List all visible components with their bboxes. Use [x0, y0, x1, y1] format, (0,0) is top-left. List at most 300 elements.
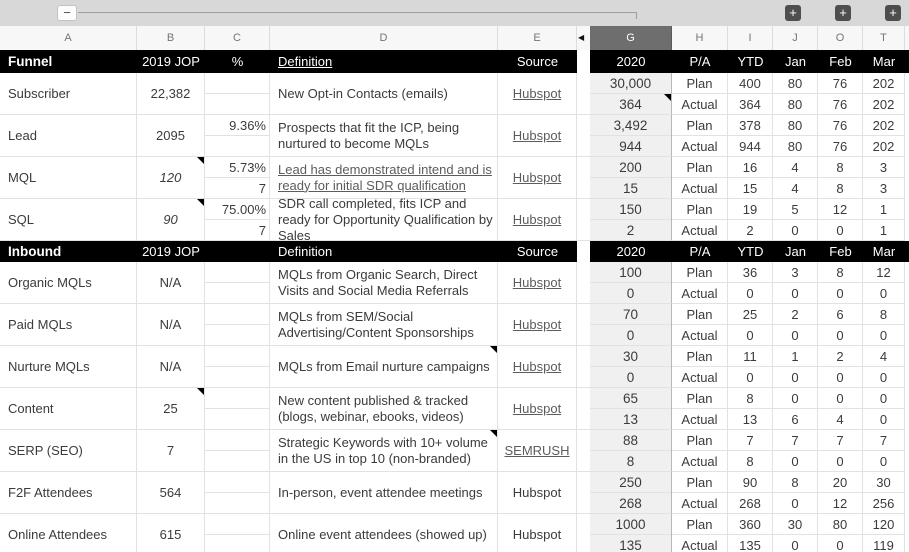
pct-bottom-subcell[interactable]	[205, 450, 269, 471]
source-cell[interactable]	[498, 199, 577, 241]
actual-subcell[interactable]: 80	[773, 93, 817, 114]
row-label-cell[interactable]: Paid MQLs	[0, 304, 137, 346]
definition-cell[interactable]	[270, 346, 498, 388]
definition-cell[interactable]	[270, 73, 498, 115]
ytd-cell[interactable]	[728, 304, 773, 346]
actual-label-subcell[interactable]: Actual	[672, 324, 727, 345]
year-total-cell[interactable]	[590, 346, 672, 388]
definition-cell[interactable]	[270, 195, 498, 243]
definition-cell[interactable]	[270, 472, 498, 514]
actual-subcell[interactable]: 2	[728, 219, 772, 240]
definition-link[interactable]: Lead has demonstrated intend and is ready for initial SDR qualification	[278, 161, 492, 193]
ytd-cell[interactable]	[728, 73, 773, 115]
jan-cell[interactable]	[773, 430, 818, 472]
year-total-cell[interactable]	[590, 388, 672, 430]
plan-subcell[interactable]: 20	[832, 474, 848, 490]
pct-top-subcell[interactable]	[205, 304, 269, 324]
ytd-cell[interactable]	[728, 157, 773, 199]
plan-subcell[interactable]: 19	[742, 201, 758, 217]
actual-label-subcell[interactable]: Actual	[672, 282, 727, 303]
pct-bottom-subcell[interactable]	[205, 366, 269, 387]
actual-subcell[interactable]: 0	[818, 450, 862, 471]
plan-label-subcell[interactable]: Plan	[686, 117, 713, 133]
pa-cell[interactable]	[672, 388, 728, 430]
definition-cell[interactable]	[270, 388, 498, 430]
pct-cell[interactable]	[205, 304, 270, 346]
jop-value-cell[interactable]	[137, 199, 205, 241]
source-cell[interactable]	[498, 514, 577, 552]
pct-cell[interactable]	[205, 388, 270, 430]
plan-subcell[interactable]: 6	[836, 306, 844, 322]
source-cell[interactable]	[498, 346, 577, 388]
actual-subcell[interactable]: 4	[773, 177, 817, 198]
plan-subcell[interactable]: 8	[879, 306, 888, 322]
actual-subcell[interactable]: 0	[818, 282, 862, 303]
pct-bottom-subcell[interactable]	[205, 93, 269, 114]
plan-subcell[interactable]: 12	[876, 264, 891, 280]
plan-subcell[interactable]: 80	[832, 516, 848, 532]
actual-subcell[interactable]: 135	[590, 534, 671, 552]
actual-subcell[interactable]: 268	[590, 492, 671, 513]
pct-top-subcell[interactable]	[205, 430, 269, 450]
plan-subcell[interactable]: 70	[622, 306, 639, 322]
pct-cell[interactable]	[205, 472, 270, 514]
actual-subcell[interactable]: 15	[590, 177, 671, 198]
jan-cell[interactable]	[773, 514, 818, 552]
actual-subcell[interactable]: 0	[818, 534, 862, 552]
plan-label-subcell[interactable]: Plan	[686, 348, 713, 364]
plan-label-subcell[interactable]: Plan	[686, 516, 713, 532]
plan-subcell[interactable]: 378	[739, 117, 761, 133]
definition-cell[interactable]	[270, 157, 498, 199]
pct-top-subcell[interactable]	[205, 388, 269, 408]
plan-subcell[interactable]: 7	[746, 432, 754, 448]
plan-subcell[interactable]: 150	[619, 201, 642, 217]
plan-subcell[interactable]: 30	[622, 348, 639, 364]
plan-subcell[interactable]: 4	[879, 348, 888, 364]
source-link[interactable]: Hubspot	[512, 275, 562, 290]
column-header-H[interactable]: H	[672, 26, 728, 50]
actual-subcell[interactable]: 0	[590, 324, 671, 345]
feb-cell[interactable]	[818, 388, 863, 430]
source-cell[interactable]	[498, 430, 577, 472]
mar-cell[interactable]	[863, 73, 905, 115]
feb-cell[interactable]	[818, 115, 863, 157]
actual-subcell[interactable]: 0	[773, 324, 817, 345]
ytd-cell[interactable]	[728, 199, 773, 241]
actual-subcell[interactable]: 0	[728, 324, 772, 345]
collapsed-columns-gap[interactable]	[577, 26, 590, 50]
actual-subcell[interactable]: 0	[863, 408, 904, 429]
actual-label-subcell[interactable]: Actual	[672, 135, 727, 156]
plan-subcell[interactable]: 0	[791, 390, 799, 406]
pct-bottom-subcell[interactable]	[205, 408, 269, 429]
actual-subcell[interactable]: 1	[863, 219, 904, 240]
pa-cell[interactable]	[672, 304, 728, 346]
actual-subcell[interactable]: 364	[590, 93, 671, 114]
definition-cell[interactable]	[270, 430, 498, 472]
actual-label-subcell[interactable]: Actual	[672, 534, 727, 552]
pct-cell[interactable]	[205, 430, 270, 472]
ytd-cell[interactable]	[728, 472, 773, 514]
column-header-E[interactable]: E	[498, 26, 577, 50]
row-label-cell[interactable]: Subscriber	[0, 73, 137, 115]
plan-subcell[interactable]: 0	[836, 390, 844, 406]
actual-subcell[interactable]: 0	[863, 324, 904, 345]
actual-label-subcell[interactable]: Actual	[672, 93, 727, 114]
year-total-cell[interactable]	[590, 199, 672, 241]
jop-value-cell[interactable]	[137, 304, 205, 346]
feb-cell[interactable]	[818, 157, 863, 199]
actual-subcell[interactable]: 364	[728, 93, 772, 114]
row-label-cell[interactable]: Online Attendees	[0, 514, 137, 552]
source-cell[interactable]	[498, 388, 577, 430]
plan-subcell[interactable]: 1	[791, 348, 799, 364]
actual-subcell[interactable]: 3	[863, 177, 904, 198]
row-label-cell[interactable]: Organic MQLs	[0, 262, 137, 304]
plan-subcell[interactable]: 11	[743, 348, 757, 364]
actual-subcell[interactable]: 0	[773, 492, 817, 513]
collapse-group-button[interactable]: −	[57, 5, 77, 21]
column-header-O[interactable]: O	[818, 26, 863, 50]
actual-subcell[interactable]: 15	[728, 177, 772, 198]
year-total-cell[interactable]	[590, 304, 672, 346]
source-link[interactable]: Hubspot	[512, 212, 562, 227]
definition-cell[interactable]	[270, 115, 498, 157]
actual-subcell[interactable]: 13	[590, 408, 671, 429]
row-label-cell[interactable]: F2F Attendees	[0, 472, 137, 514]
pa-cell[interactable]	[672, 115, 728, 157]
plan-subcell[interactable]: 5	[791, 201, 799, 217]
actual-subcell[interactable]: 6	[773, 408, 817, 429]
ytd-cell[interactable]	[728, 346, 773, 388]
plan-subcell[interactable]: 76	[832, 117, 848, 133]
actual-subcell[interactable]: 80	[773, 135, 817, 156]
actual-subcell[interactable]: 4	[818, 408, 862, 429]
actual-subcell[interactable]: 0	[728, 282, 772, 303]
actual-subcell[interactable]: 0	[773, 282, 817, 303]
jan-cell[interactable]	[773, 304, 818, 346]
definition-cell[interactable]	[270, 514, 498, 552]
expand-group-button-1[interactable]: +	[785, 5, 801, 21]
plan-subcell[interactable]: 1000	[615, 516, 646, 532]
plan-subcell[interactable]: 90	[742, 474, 758, 490]
actual-subcell[interactable]: 8	[818, 177, 862, 198]
actual-label-subcell[interactable]: Actual	[672, 408, 727, 429]
plan-subcell[interactable]: 1	[879, 201, 888, 217]
pa-cell[interactable]	[672, 157, 728, 199]
jan-cell[interactable]	[773, 472, 818, 514]
ytd-cell[interactable]	[728, 514, 773, 552]
mar-cell[interactable]	[863, 430, 905, 472]
plan-subcell[interactable]: 2	[791, 306, 799, 322]
jop-value-cell[interactable]	[137, 73, 205, 115]
plan-label-subcell[interactable]: Plan	[686, 75, 713, 91]
actual-subcell[interactable]: 944	[590, 135, 671, 156]
actual-subcell[interactable]: 76	[818, 93, 862, 114]
pct-bottom-subcell[interactable]	[205, 324, 269, 345]
actual-subcell[interactable]: 268	[728, 492, 772, 513]
feb-cell[interactable]	[818, 73, 863, 115]
row-label-cell[interactable]: MQL	[0, 157, 137, 199]
mar-cell[interactable]	[863, 262, 905, 304]
row-label-cell[interactable]: Lead	[0, 115, 137, 157]
mar-cell[interactable]	[863, 346, 905, 388]
plan-label-subcell[interactable]: Plan	[686, 159, 713, 175]
actual-subcell[interactable]: 2	[590, 219, 671, 240]
year-total-cell[interactable]	[590, 472, 672, 514]
column-header-B[interactable]: B	[137, 26, 205, 50]
actual-subcell[interactable]: 0	[818, 324, 862, 345]
jan-cell[interactable]	[773, 115, 818, 157]
source-link[interactable]: Hubspot	[512, 317, 562, 332]
actual-subcell[interactable]: 13	[728, 408, 772, 429]
plan-subcell[interactable]: 0	[879, 390, 888, 406]
actual-subcell[interactable]: 8	[590, 450, 671, 471]
ytd-cell[interactable]	[728, 262, 773, 304]
pct-cell[interactable]	[205, 514, 270, 552]
jop-value-cell[interactable]	[137, 514, 205, 552]
column-header-D[interactable]: D	[270, 26, 498, 50]
column-header-I[interactable]: I	[728, 26, 773, 50]
actual-subcell[interactable]: 0	[728, 366, 772, 387]
actual-subcell[interactable]: 76	[818, 135, 862, 156]
actual-label-subcell[interactable]: Actual	[672, 219, 727, 240]
feb-cell[interactable]	[818, 514, 863, 552]
row-label-cell[interactable]: SQL	[0, 199, 137, 241]
jan-cell[interactable]	[773, 199, 818, 241]
actual-subcell[interactable]: 944	[728, 135, 772, 156]
pct-top-subcell[interactable]: 9.36%	[229, 117, 266, 133]
plan-subcell[interactable]: 8	[791, 474, 799, 490]
source-link[interactable]: SEMRUSH	[504, 443, 570, 458]
pa-cell[interactable]	[672, 262, 728, 304]
pa-cell[interactable]	[672, 199, 728, 241]
plan-subcell[interactable]: 80	[787, 75, 803, 91]
expand-group-button-2[interactable]: +	[835, 5, 851, 21]
mar-cell[interactable]	[863, 472, 905, 514]
plan-subcell[interactable]: 80	[787, 117, 803, 133]
actual-subcell[interactable]: 0	[863, 450, 904, 471]
plan-subcell[interactable]: 400	[739, 75, 761, 91]
pct-top-subcell[interactable]: 75.00%	[221, 201, 266, 217]
plan-subcell[interactable]: 65	[622, 390, 639, 406]
pct-bottom-subcell[interactable]	[205, 135, 269, 156]
source-cell[interactable]	[498, 262, 577, 304]
source-cell[interactable]	[498, 73, 577, 115]
pct-top-subcell[interactable]	[205, 472, 269, 492]
pa-cell[interactable]	[672, 73, 728, 115]
plan-subcell[interactable]: 30	[787, 516, 803, 532]
plan-subcell[interactable]: 76	[832, 75, 848, 91]
jop-value-cell[interactable]	[137, 346, 205, 388]
plan-subcell[interactable]: 3	[879, 159, 888, 175]
column-header-J[interactable]: J	[773, 26, 818, 50]
plan-subcell[interactable]: 30,000	[609, 75, 652, 91]
actual-subcell[interactable]: 135	[728, 534, 772, 552]
source-cell[interactable]	[498, 157, 577, 199]
mar-cell[interactable]	[863, 115, 905, 157]
feb-cell[interactable]	[818, 472, 863, 514]
row-label-cell[interactable]: SERP (SEO)	[0, 430, 137, 472]
jan-cell[interactable]	[773, 346, 818, 388]
pct-bottom-subcell[interactable]: 7	[205, 219, 269, 240]
year-total-cell[interactable]	[590, 262, 672, 304]
year-total-cell[interactable]	[590, 115, 672, 157]
jop-value-cell[interactable]	[137, 262, 205, 304]
pa-cell[interactable]	[672, 514, 728, 552]
actual-subcell[interactable]: 0	[773, 450, 817, 471]
source-cell[interactable]	[498, 472, 577, 514]
actual-subcell[interactable]: 0	[818, 219, 862, 240]
actual-label-subcell[interactable]: Actual	[672, 177, 727, 198]
jop-value-cell[interactable]	[137, 472, 205, 514]
plan-subcell[interactable]: 360	[739, 516, 761, 532]
plan-subcell[interactable]: 7	[879, 432, 888, 448]
pct-top-subcell[interactable]	[205, 514, 269, 534]
column-header-G[interactable]: G	[590, 26, 672, 50]
mar-cell[interactable]	[863, 304, 905, 346]
bar-definition-header[interactable]: Definition	[278, 54, 333, 69]
pct-top-subcell[interactable]: 5.73%	[229, 159, 266, 175]
actual-label-subcell[interactable]: Actual	[672, 492, 727, 513]
ytd-cell[interactable]	[728, 115, 773, 157]
plan-label-subcell[interactable]: Plan	[686, 306, 713, 322]
pct-top-subcell[interactable]	[205, 346, 269, 366]
plan-subcell[interactable]: 200	[619, 159, 642, 175]
actual-subcell[interactable]: 0	[590, 282, 671, 303]
actual-subcell[interactable]: 0	[773, 366, 817, 387]
expand-group-button-3[interactable]: +	[885, 5, 901, 21]
mar-cell[interactable]	[863, 199, 905, 241]
plan-subcell[interactable]: 3,492	[613, 117, 648, 133]
mar-cell[interactable]	[863, 157, 905, 199]
actual-label-subcell[interactable]: Actual	[672, 450, 727, 471]
actual-subcell[interactable]: 0	[773, 534, 817, 552]
plan-label-subcell[interactable]: Plan	[686, 432, 713, 448]
actual-subcell[interactable]: 0	[863, 282, 904, 303]
actual-subcell[interactable]: 119	[863, 534, 904, 552]
actual-subcell[interactable]: 8	[728, 450, 772, 471]
jop-value-cell[interactable]	[137, 157, 205, 199]
plan-subcell[interactable]: 7	[836, 432, 844, 448]
pct-bottom-subcell[interactable]	[205, 492, 269, 513]
year-total-cell[interactable]	[590, 73, 672, 115]
plan-subcell[interactable]: 16	[742, 159, 758, 175]
actual-subcell[interactable]: 0	[818, 366, 862, 387]
plan-subcell[interactable]: 7	[791, 432, 799, 448]
plan-subcell[interactable]: 120	[872, 516, 895, 532]
source-link[interactable]: Hubspot	[512, 128, 562, 143]
column-header-A[interactable]: A	[0, 26, 137, 50]
source-link[interactable]: Hubspot	[512, 401, 562, 416]
expand-columns-left-icon[interactable]: ◀	[578, 33, 585, 42]
pct-top-subcell[interactable]	[205, 73, 269, 93]
source-cell[interactable]	[498, 115, 577, 157]
jop-value-cell[interactable]	[137, 115, 205, 157]
feb-cell[interactable]	[818, 199, 863, 241]
mar-cell[interactable]	[863, 514, 905, 552]
pct-bottom-subcell[interactable]: 7	[205, 177, 269, 198]
plan-subcell[interactable]: 8	[836, 264, 844, 280]
row-label-cell[interactable]: Content	[0, 388, 137, 430]
plan-subcell[interactable]: 8	[836, 159, 844, 175]
column-header-C[interactable]: C	[205, 26, 270, 50]
source-link[interactable]: Hubspot	[512, 359, 562, 374]
pa-cell[interactable]	[672, 346, 728, 388]
feb-cell[interactable]	[818, 304, 863, 346]
jan-cell[interactable]	[773, 262, 818, 304]
pct-top-subcell[interactable]	[205, 262, 269, 282]
source-link[interactable]: Hubspot	[512, 86, 562, 101]
actual-subcell[interactable]: 12	[818, 492, 862, 513]
actual-subcell[interactable]: 202	[863, 135, 904, 156]
plan-subcell[interactable]: 36	[742, 264, 758, 280]
source-link[interactable]: Hubspot	[512, 170, 562, 185]
plan-subcell[interactable]: 12	[832, 201, 848, 217]
pct-cell[interactable]	[205, 157, 270, 199]
pct-cell[interactable]	[205, 199, 270, 241]
plan-label-subcell[interactable]: Plan	[686, 264, 713, 280]
plan-subcell[interactable]: 2	[836, 348, 844, 364]
actual-subcell[interactable]: 0	[773, 219, 817, 240]
plan-subcell[interactable]: 202	[872, 117, 895, 133]
pct-cell[interactable]	[205, 346, 270, 388]
jan-cell[interactable]	[773, 388, 818, 430]
jop-value-cell[interactable]	[137, 388, 205, 430]
definition-cell[interactable]	[270, 262, 498, 304]
plan-subcell[interactable]: 25	[742, 306, 758, 322]
definition-cell[interactable]	[270, 304, 498, 346]
plan-label-subcell[interactable]: Plan	[686, 390, 713, 406]
pct-cell[interactable]	[205, 262, 270, 304]
pa-cell[interactable]	[672, 430, 728, 472]
actual-subcell[interactable]: 0	[863, 366, 904, 387]
plan-subcell[interactable]: 88	[622, 432, 639, 448]
actual-subcell[interactable]: 0	[590, 366, 671, 387]
plan-label-subcell[interactable]: Plan	[686, 474, 713, 490]
year-total-cell[interactable]	[590, 514, 672, 552]
actual-subcell[interactable]: 202	[863, 93, 904, 114]
actual-subcell[interactable]: 256	[863, 492, 904, 513]
feb-cell[interactable]	[818, 262, 863, 304]
year-total-cell[interactable]	[590, 430, 672, 472]
source-cell[interactable]	[498, 304, 577, 346]
plan-subcell[interactable]: 250	[619, 474, 642, 490]
pct-cell[interactable]	[205, 73, 270, 115]
jan-cell[interactable]	[773, 157, 818, 199]
plan-subcell[interactable]: 30	[876, 474, 891, 490]
column-header-T[interactable]: T	[863, 26, 905, 50]
pct-bottom-subcell[interactable]	[205, 534, 269, 552]
mar-cell[interactable]	[863, 388, 905, 430]
actual-label-subcell[interactable]: Actual	[672, 366, 727, 387]
feb-cell[interactable]	[818, 346, 863, 388]
plan-label-subcell[interactable]: Plan	[686, 201, 713, 217]
plan-subcell[interactable]: 202	[872, 75, 895, 91]
year-total-cell[interactable]	[590, 157, 672, 199]
ytd-cell[interactable]	[728, 388, 773, 430]
feb-cell[interactable]	[818, 430, 863, 472]
ytd-cell[interactable]	[728, 430, 773, 472]
plan-subcell[interactable]: 3	[791, 264, 799, 280]
plan-subcell[interactable]: 100	[619, 264, 642, 280]
pct-cell[interactable]	[205, 115, 270, 157]
plan-subcell[interactable]: 4	[791, 159, 799, 175]
row-label-cell[interactable]: Nurture MQLs	[0, 346, 137, 388]
pa-cell[interactable]	[672, 472, 728, 514]
jan-cell[interactable]	[773, 73, 818, 115]
